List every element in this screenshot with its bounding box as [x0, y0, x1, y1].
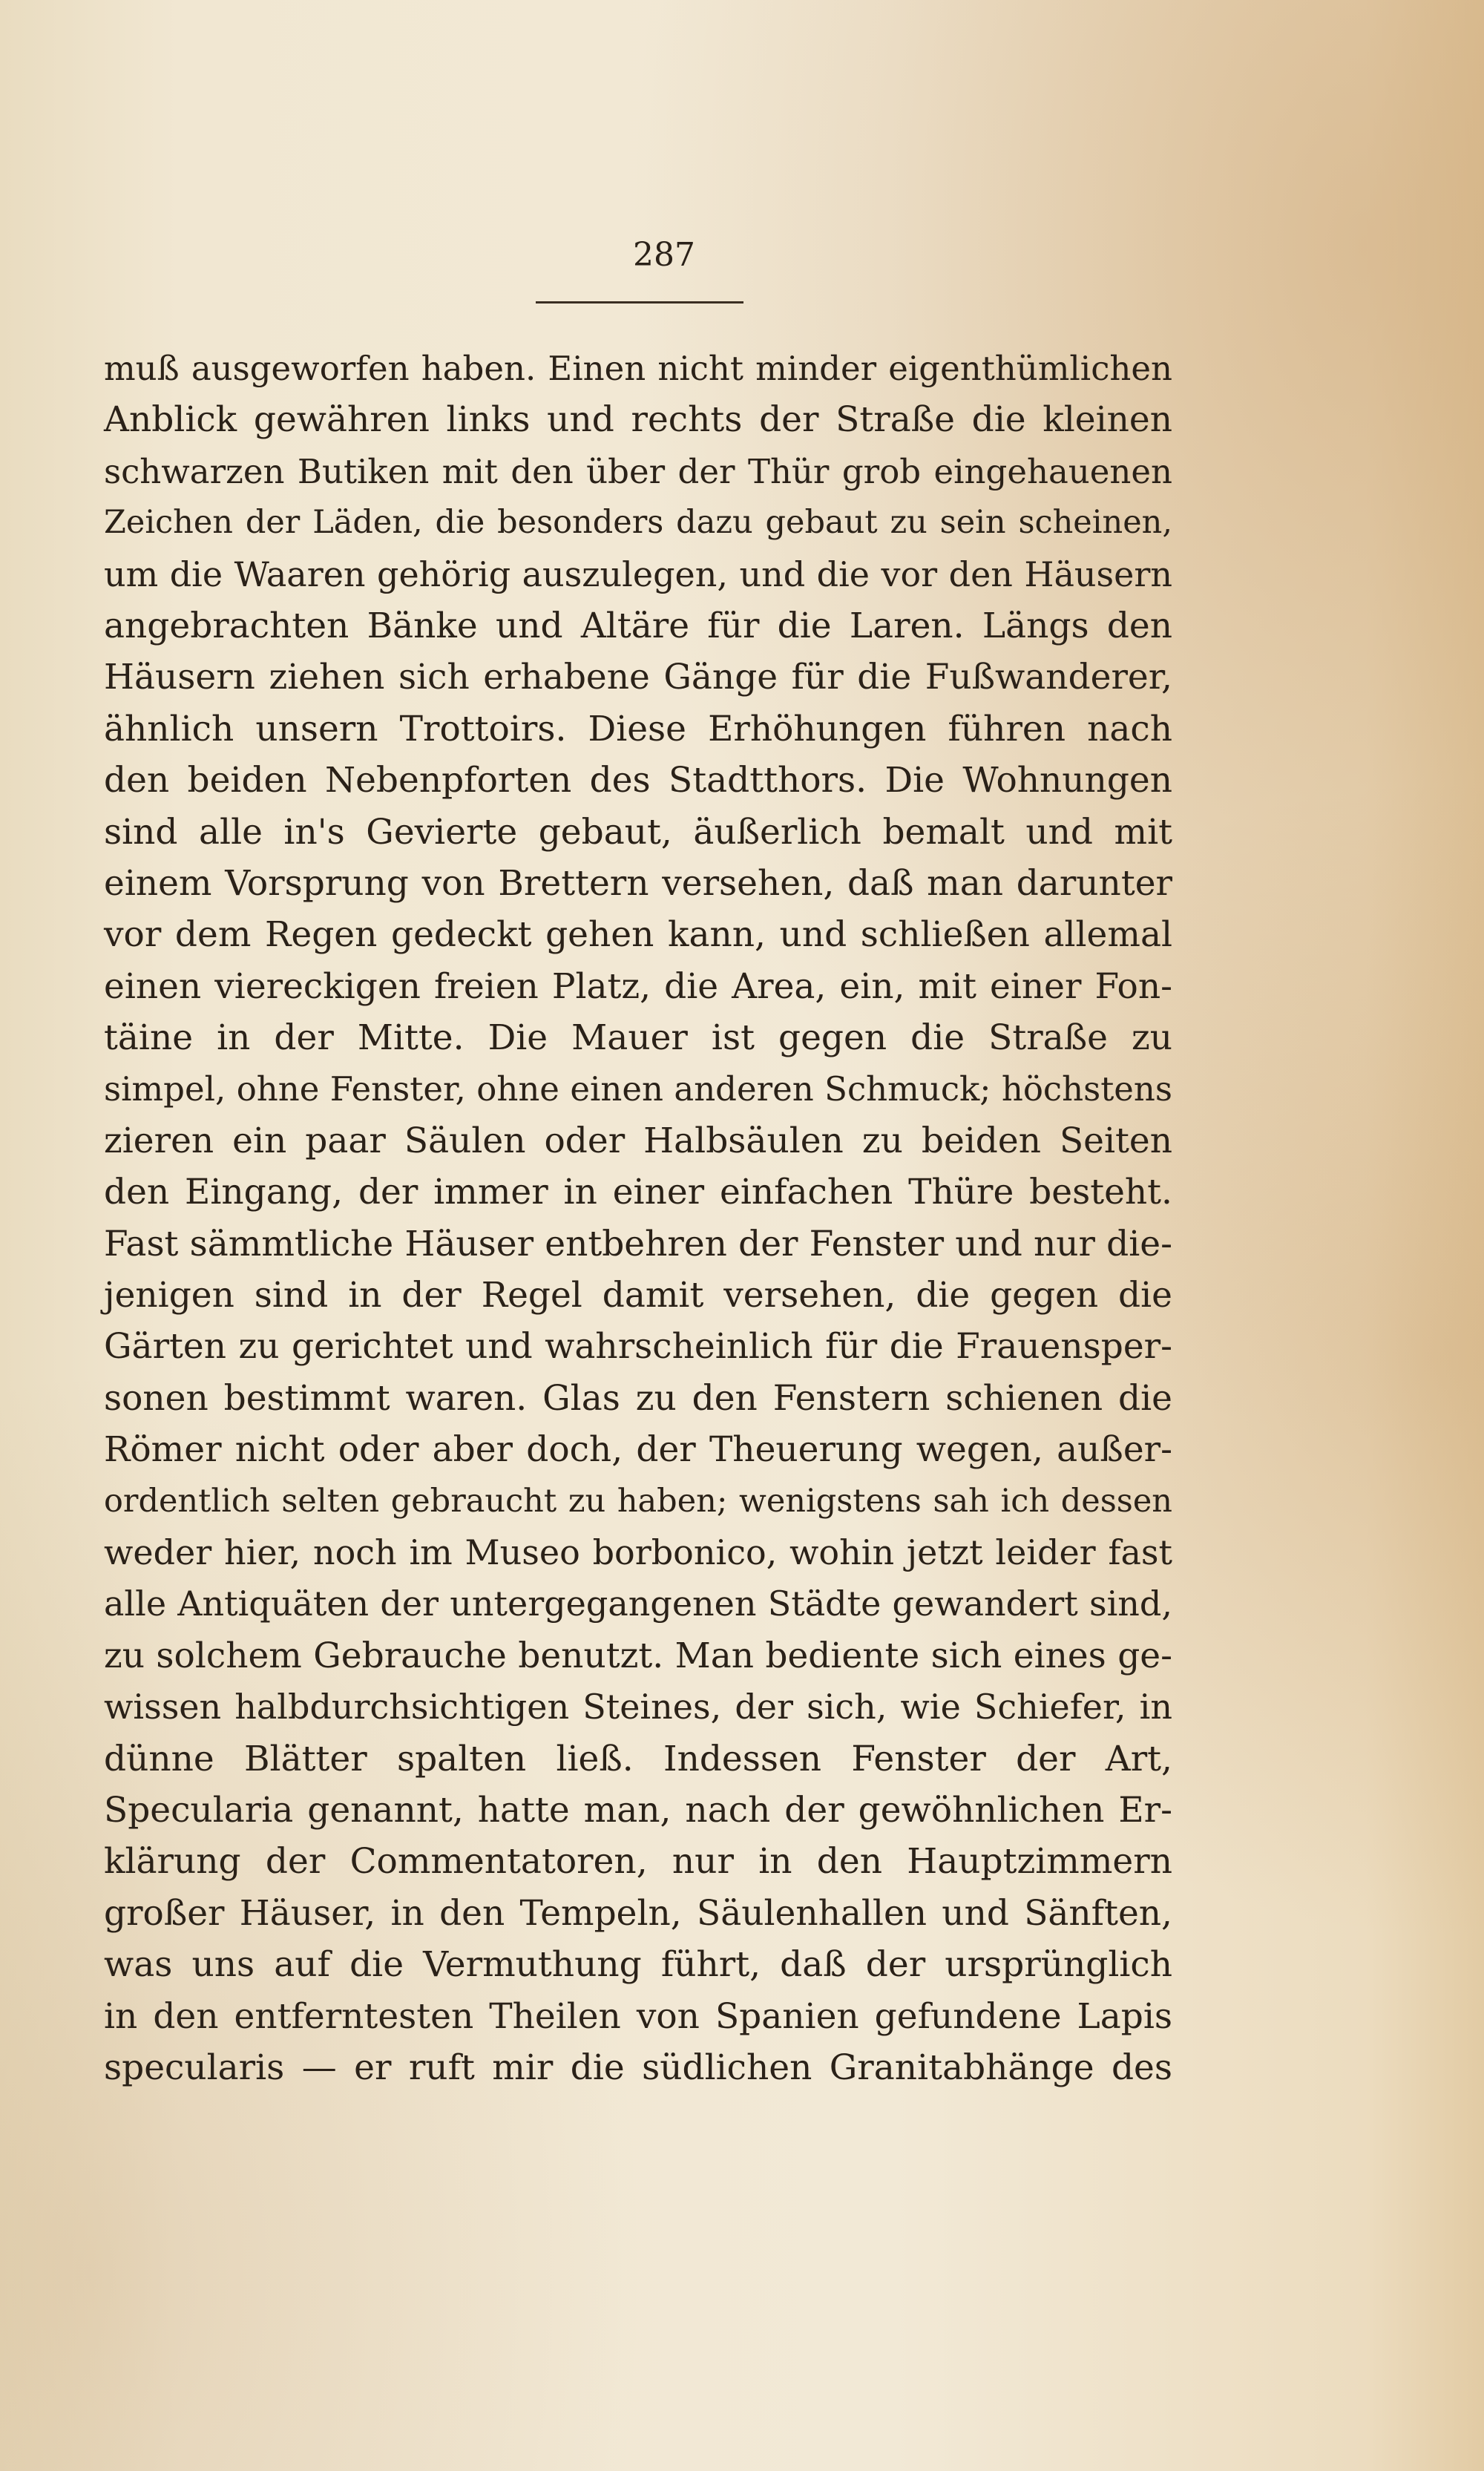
- text-line: schwarzen Butiken mit den über der Thür grob eingehauenen: [104, 451, 1172, 491]
- text-line: den beiden Nebenpforten des Stadtthors. Die Wohnungen: [104, 760, 1172, 801]
- text-line: wissen halbdurchsichtigen Steines, der sich, wie Schiefer, in: [104, 1687, 1172, 1727]
- body-text: [104, 343, 1172, 2093]
- text-line: sind alle in's Gevierte gebaut, äußerlich bemalt und mit: [104, 811, 1172, 853]
- text-line: sonen bestimmt waren. Glas zu den Fenstern schienen die: [104, 1377, 1172, 1419]
- text-line: zieren ein paar Säulen oder Halbsäulen zu beiden Seiten: [104, 1120, 1172, 1161]
- header-rule: [536, 301, 743, 303]
- text-line: klärung der Commentatoren, nur in den Hauptzimmern: [104, 1841, 1172, 1883]
- text-line: ähnlich unsern Trottoirs. Diese Erhöhungen führen nach: [104, 708, 1172, 749]
- text-line: zu solchem Gebrauche benutzt. Man bediente sich eines ge-: [104, 1635, 1172, 1676]
- text-line: Specularia genannt, hatte man, nach der gewöhnlichen Er-: [104, 1789, 1172, 1831]
- text-line: Gärten zu gerichtet und wahrscheinlich für die Frauensper-: [104, 1326, 1172, 1368]
- text-line: dünne Blätter spalten ließ. Indessen Fenster der Art,: [104, 1738, 1172, 1779]
- text-line: täine in der Mitte. Die Mauer ist gegen die Straße zu: [104, 1017, 1172, 1059]
- page-number: 287: [633, 236, 695, 274]
- text-line: vor dem Regen gedeckt gehen kann, und schließen allemal: [104, 914, 1172, 956]
- text-line: ordentlich selten gebraucht zu haben; wenigstens sah ich dessen: [104, 1482, 1172, 1520]
- text-line: Römer nicht oder aber doch, der Theuerung wegen, außer-: [104, 1429, 1172, 1471]
- text-line: muß ausgeworfen haben. Einen nicht minder eigenthümlichen: [104, 349, 1172, 388]
- text-line: angebrachten Bänke und Altäre für die Laren. Längs den: [104, 605, 1172, 646]
- text-line: Anblick gewähren links und rechts der Straße die kleinen: [104, 399, 1172, 441]
- text-line: großer Häuser, in den Tempeln, Säulenhallen und Sänften,: [104, 1892, 1172, 1934]
- text-line: einem Vorsprung von Brettern versehen, daß man darunter: [104, 862, 1172, 904]
- text-line: alle Antiquäten der untergegangenen Städte gewandert sind,: [104, 1584, 1172, 1624]
- text-line: weder hier, noch im Museo borbonico, wohin jetzt leider fast: [104, 1532, 1172, 1572]
- text-line: was uns auf die Vermuthung führt, daß der ursprünglich: [104, 1944, 1172, 1986]
- text-line: den Eingang, der immer in einer einfachen Thüre besteht.: [104, 1172, 1172, 1213]
- text-line: simpel, ohne Fenster, ohne einen anderen Schmuck; höchstens: [104, 1069, 1172, 1109]
- text-line: jenigen sind in der Regel damit versehen, die gegen die: [104, 1275, 1172, 1316]
- text-line: um die Waaren gehörig auszulegen, und die vor den Häusern: [104, 554, 1172, 594]
- text-line: specularis — er ruft mir die südlichen Granitabhänge des: [104, 2047, 1172, 2088]
- text-line: Häusern ziehen sich erhabene Gänge für die Fußwanderer,: [104, 657, 1172, 698]
- text-line: einen viereckigen freien Platz, die Area, ein, mit einer Fon-: [104, 965, 1172, 1007]
- text-line: Fast sämmtliche Häuser entbehren der Fenster und nur die-: [104, 1223, 1172, 1264]
- text-line: Zeichen der Läden, die besonders dazu gebaut zu sein scheinen,: [104, 504, 1172, 542]
- text-line: in den entferntesten Theilen von Spanien gefundene Lapis: [104, 1995, 1172, 2037]
